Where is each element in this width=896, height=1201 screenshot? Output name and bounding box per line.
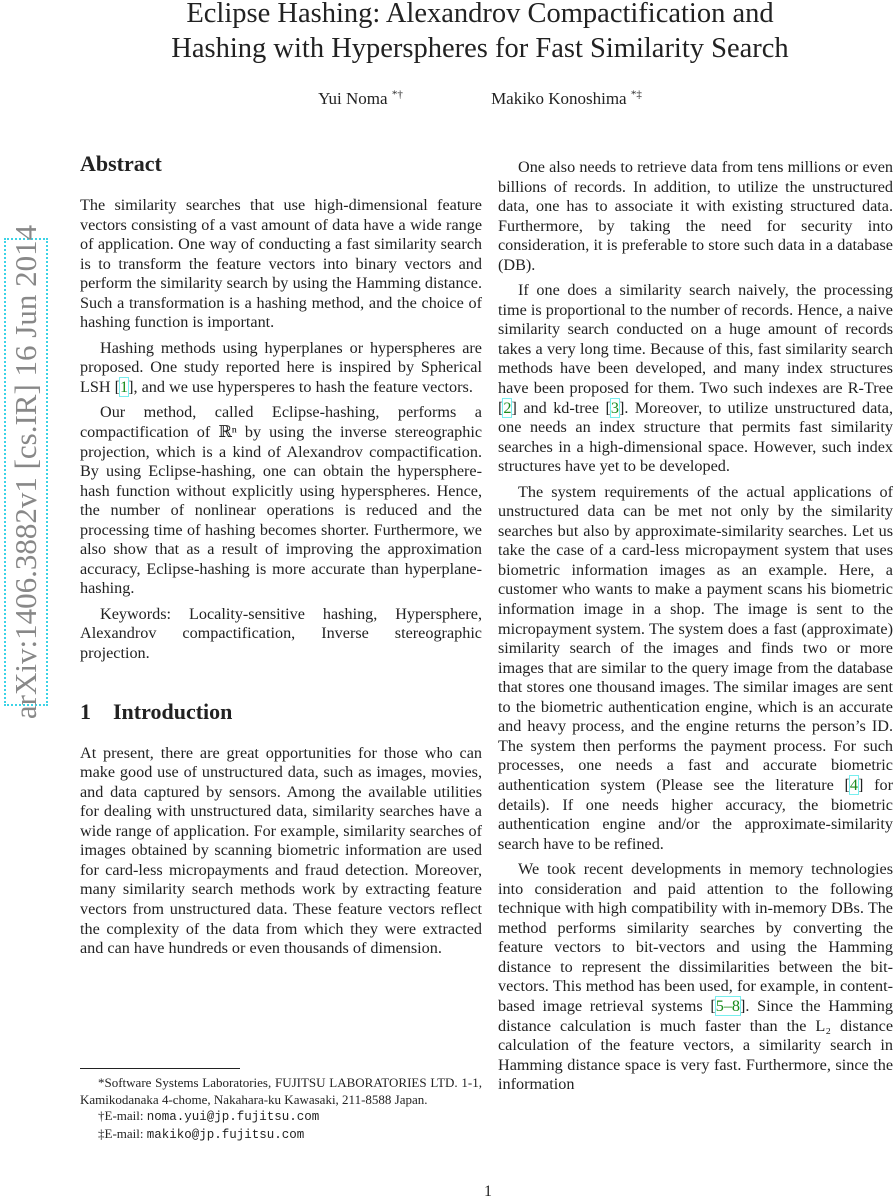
paragraph: The similarity searches that use high-dimensional feature vectors consisting of a vast amount of data have a wide range of application. One way of conducting a fast similarity search is to transform the feature vectors into binary vectors and perform the similarity search by using the Hamming distance. Such a transformation is a hashing method, and the choice of hashing function is important. [80,196,482,332]
section-title: Introduction [113,698,233,724]
footnote-email-2 [80,1126,482,1144]
arxiv-stamp[interactable] [4,224,48,720]
footnotes [80,1075,482,1143]
email-label: †E-mail: [98,1108,147,1123]
citation-link[interactable]: 4 [849,775,859,794]
paragraph: We took recent developments in memory technologies into consideration and paid attention to the following technique with high compatibility with in-memory DBs. The method performs similarity searches by converting the feature vectors to bit-vectors and using the Hamming distance to represent the dissimilarities between the bit-vectors. This method has been used, for example, in content-based image retrieval systems [5–8]. Since the Hamming distance calculation is much faster than the L₂ distance calculation of the feature vectors, a similarity search in Hamming distance space is very fast. Furthermore, since the information [498,860,893,1094]
title-line-2: Hashing with Hyperspheres for Fast Similarity Search [171,33,789,64]
paragraph: Hashing methods using hyperplanes or hyperspheres are proposed. One study reported here is inspired by Spherical LSH [1], and we use hypersperes to hash the feature vectors. [80,338,482,396]
author-name: Yui Noma [318,88,388,108]
citation-link[interactable]: 3 [610,398,619,417]
arxiv-stamp-text: arXiv:1406.3882v1 [cs.IR] 16 Jun 2014 [8,224,43,720]
email-address[interactable]: makiko@jp.fujitsu.com [146,1127,305,1142]
abstract-heading: Abstract [80,151,162,176]
right-column [498,158,893,1101]
citation-link[interactable]: 5–8 [715,996,741,1015]
introduction-body-left [80,744,482,959]
author-marks: *‡ [630,88,642,100]
author-marks: *† [391,88,403,100]
author-2 [491,89,642,108]
paragraph: Our method, called Eclipse-hashing, performs a compactification of ℝⁿ by using the inverse stereographic projection, which is a kind of Alexandrov compactification. By using Eclipse-hashing, one can obtain the hypersphere-hash function without explicitly using hyperspheres. Hence, the number of nonlinear operations is reduced and the processing time of hashing becomes shorter. Furthermore, we also show that as a result of improving the approximation accuracy, Eclipse-hashing is more accurate than hyperplane-hashing. [80,403,482,598]
section-heading-introduction [80,698,482,726]
paragraph: Keywords: Locality-sensitive hashing, Hypersphere, Alexandrov compactification, Inverse stereographic projection. [80,604,482,663]
paragraph: If one does a similarity search naively, the processing time is proportional to the number of records. Hence, a naive similarity search conducted on a huge amount of records takes a very long time. Because of this, fast similarity search methods have been developed, and many index structures have been proposed for them. Two such indexes are R-Tree [2] and kd-tree [3]. Moreover, to utilize unstructured data, one needs an index structure that permits fast similarity searches in a high-dimensional space. However, such index structures have yet to be developed. [498,281,893,476]
paragraph: At present, there are great opportunities for those who can make good use of unstructured data, such as images, movies, and data captured by sensors. Among the available utilities for dealing with unstructured data, similarity searches have a wide range of application. For example, similarity searches of images obtained by scanning biometric information are used for card-less micropayments and fraud detection. Moreover, many similarity search methods work by extracting feature vectors from unstructured data. These feature vectors reflect the complexity of the data from which they were extracted and can have hundreds or even thousands of dimension. [80,743,482,958]
citation-link[interactable]: 1 [120,377,129,396]
citation-link[interactable]: 2 [503,398,512,417]
footnote-affiliation: *Software Systems Laboratories, FUJITSU LABORATORIES LTD. 1-1, Kamikodanaka 4-chome, Nakahara-ku Kawasaki, 211-8588 Japan. [80,1075,482,1107]
footnote-email-1 [80,1108,482,1126]
abstract-body [80,196,482,664]
paper-title [120,0,840,66]
authors [0,88,896,109]
author-1 [318,89,403,108]
paragraph: The system requirements of the actual applications of unstructured data can be met not only by the similarity searches but also by approximate-similarity searches. Let us take the case of a card-less micropayment system that uses biometric information images as an example. Here, a customer who wants to make a payment scans his biometric information image in a shop. The image is sent to the micropayment system. The system does a fast (approximate) similarity search of the images and finds two or more images that are similar to the query image from the database that stores one thousand images. The similar images are sent to the biometric authentication engine, which is an accurate and heavy process, and the engine returns the person’s ID. The system then performs the payment process. For such processes, one needs a fast and accurate biometric authentication system (Please see the literature [4] for details). If one needs higher accuracy, the biometric authentication engine and/or the approximate-similarity search have to be refined. [498,482,893,853]
footnote-rule [80,1068,240,1069]
title-line-1: Eclipse Hashing: Alexandrov Compactification and [186,0,774,29]
author-name: Makiko Konoshima [491,88,627,108]
paragraph: One also needs to retrieve data from tens millions or even billions of records. In addition, to utilize the unstructured data, one has to associate it with existing structured data. Furthermore, by taking the need for security into consideration, it is preferable to store such data in a database (DB). [498,158,893,274]
email-address[interactable]: noma.yui@jp.fujitsu.com [146,1110,320,1124]
introduction-body-right [498,158,893,1095]
section-number: 1 [80,698,91,724]
page-number: 1 [484,1183,492,1200]
email-label: ‡E-mail: [98,1125,147,1141]
left-column [80,150,482,965]
